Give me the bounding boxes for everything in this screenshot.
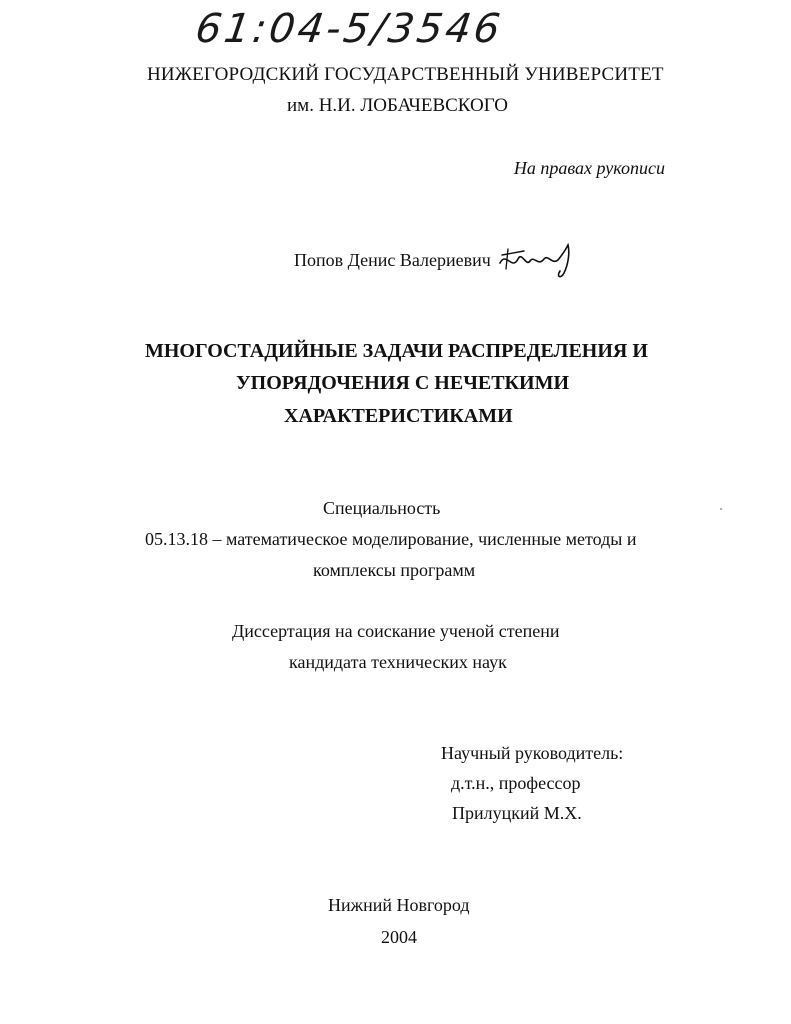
dissertation-line-1: Диссертация на соискание ученой степени — [232, 621, 560, 641]
thesis-title-line-2: УПОРЯДОЧЕНИЯ С НЕЧЕТКИМИ — [236, 372, 570, 394]
thesis-title-line-3: ХАРАКТЕРИСТИКАМИ — [284, 405, 513, 427]
author-signature — [498, 241, 584, 281]
supervisor-degree: д.т.н., профессор — [451, 773, 581, 793]
year: 2004 — [381, 927, 417, 947]
university-name: НИЖЕГОРОДСКИЙ ГОСУДАРСТВЕННЫЙ УНИВЕРСИТЕТ — [147, 64, 664, 85]
specialty-code-line-2: комплексы программ — [313, 560, 476, 580]
archive-handwritten-mark: 61:04-5/3546 — [192, 6, 506, 52]
dissertation-line-2: кандидата технических наук — [289, 652, 507, 672]
thesis-title-line-1: МНОГОСТАДИЙНЫЕ ЗАДАЧИ РАСПРЕДЕЛЕНИЯ И — [145, 340, 648, 362]
author-name: Попов Денис Валериевич — [294, 250, 491, 270]
supervisor-name: Прилуцкий М.Х. — [452, 803, 582, 823]
rights-note: На правах рукописи — [513, 158, 665, 178]
specialty-heading: Специальность — [323, 498, 441, 518]
university-named-after: им. Н.И. ЛОБАЧЕВСКОГО — [287, 95, 508, 116]
city: Нижний Новгород — [328, 895, 470, 915]
supervisor-heading: Научный руководитель: — [441, 743, 624, 763]
scan-speck — [720, 508, 722, 510]
specialty-code-line: 05.13.18 – математическое моделирование, численные методы и — [145, 529, 637, 549]
